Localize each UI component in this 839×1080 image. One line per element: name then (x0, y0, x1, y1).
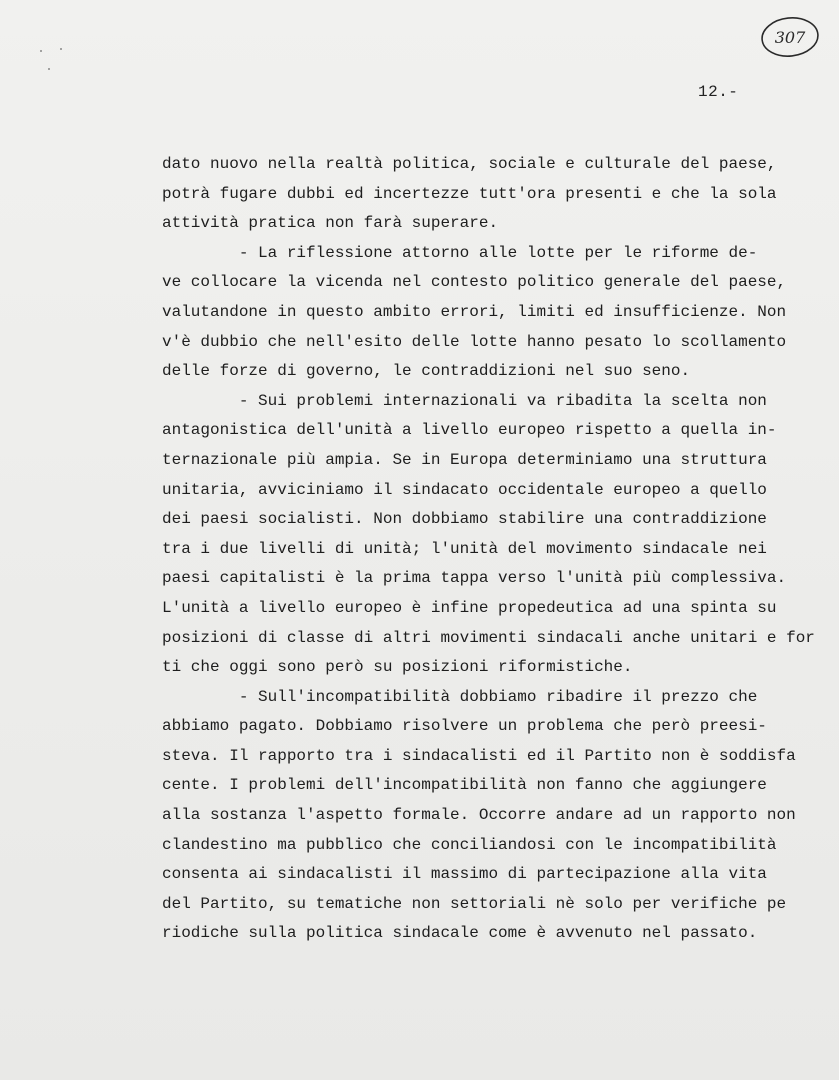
text-line: clandestino ma pubblico che conciliandosi con le incompatibilità (162, 835, 777, 854)
text-line: valutandone in questo ambito errori, limiti ed insufficienze. Non (162, 302, 787, 321)
text-line: cente. I problemi dell'incompatibilità non fanno che aggiungere (162, 776, 767, 795)
text-line: dato nuovo nella realtà politica, sociale e culturale del paese, (162, 155, 777, 173)
text-line: dei paesi socialisti. Non dobbiamo stabilire una contraddizione (162, 510, 767, 529)
text-line: attività pratica non farà superare. (162, 214, 499, 233)
text-line: abbiamo pagato. Dobbiamo risolvere un problema che però preesi- (162, 717, 767, 736)
text-line: consenta ai sindacalisti il massimo di partecipazione alla vita (162, 865, 767, 884)
paper-specks (38, 46, 78, 76)
text-line: ve collocare la vicenda nel contesto politico generale del paese, (162, 273, 787, 292)
text-line: tra i due livelli di unità; l'unità del movimento sindacale nei (162, 539, 767, 558)
text-line: paesi capitalisti è la prima tappa verso l'unità più complessiva. (162, 569, 787, 588)
text-line: potrà fugare dubbi ed incertezze tutt'ora presenti e che la sola (162, 184, 777, 203)
page-number: 12.- (698, 83, 739, 101)
text-line: unitaria, avviciniamo il sindacato occidentale europeo a quello (162, 480, 767, 499)
handwritten-archive-number (758, 14, 822, 60)
text-line: v'è dubbio che nell'esito delle lotte hanno pesato lo scollamento (162, 332, 787, 351)
text-line: antagonistica dell'unità a livello europeo rispetto a quella in- (162, 421, 777, 440)
text-line: - Sui problemi internazionali va ribadita la scelta non (162, 391, 767, 410)
text-line: steva. Il rapporto tra i sindacalisti ed il Partito non è soddisfa (162, 746, 796, 765)
text-line: del Partito, su tematiche non settoriali nè solo per verifiche pe (162, 894, 787, 913)
body-text (162, 150, 815, 949)
text-line: riodiche sulla politica sindacale come è avvenuto nel passato. (162, 924, 758, 943)
text-line: alla sostanza l'aspetto formale. Occorre andare ad un rapporto non (162, 806, 796, 825)
text-line: ternazionale più ampia. Se in Europa determiniamo una struttura (162, 450, 767, 469)
text-line: delle forze di governo, le contraddizioni nel suo seno. (162, 362, 691, 381)
stamp-number: 307 (774, 28, 806, 47)
text-line: - Sull'incompatibilità dobbiamo ribadire il prezzo che (162, 687, 758, 706)
text-line: - La riflessione attorno alle lotte per le riforme de- (162, 243, 758, 262)
text-line: L'unità a livello europeo è infine propedeutica ad una spinta su (162, 598, 777, 617)
text-line: posizioni di classe di altri movimenti sindacali anche unitari e for (162, 628, 815, 647)
text-line: ti che oggi sono però su posizioni riformistiche. (162, 658, 633, 677)
